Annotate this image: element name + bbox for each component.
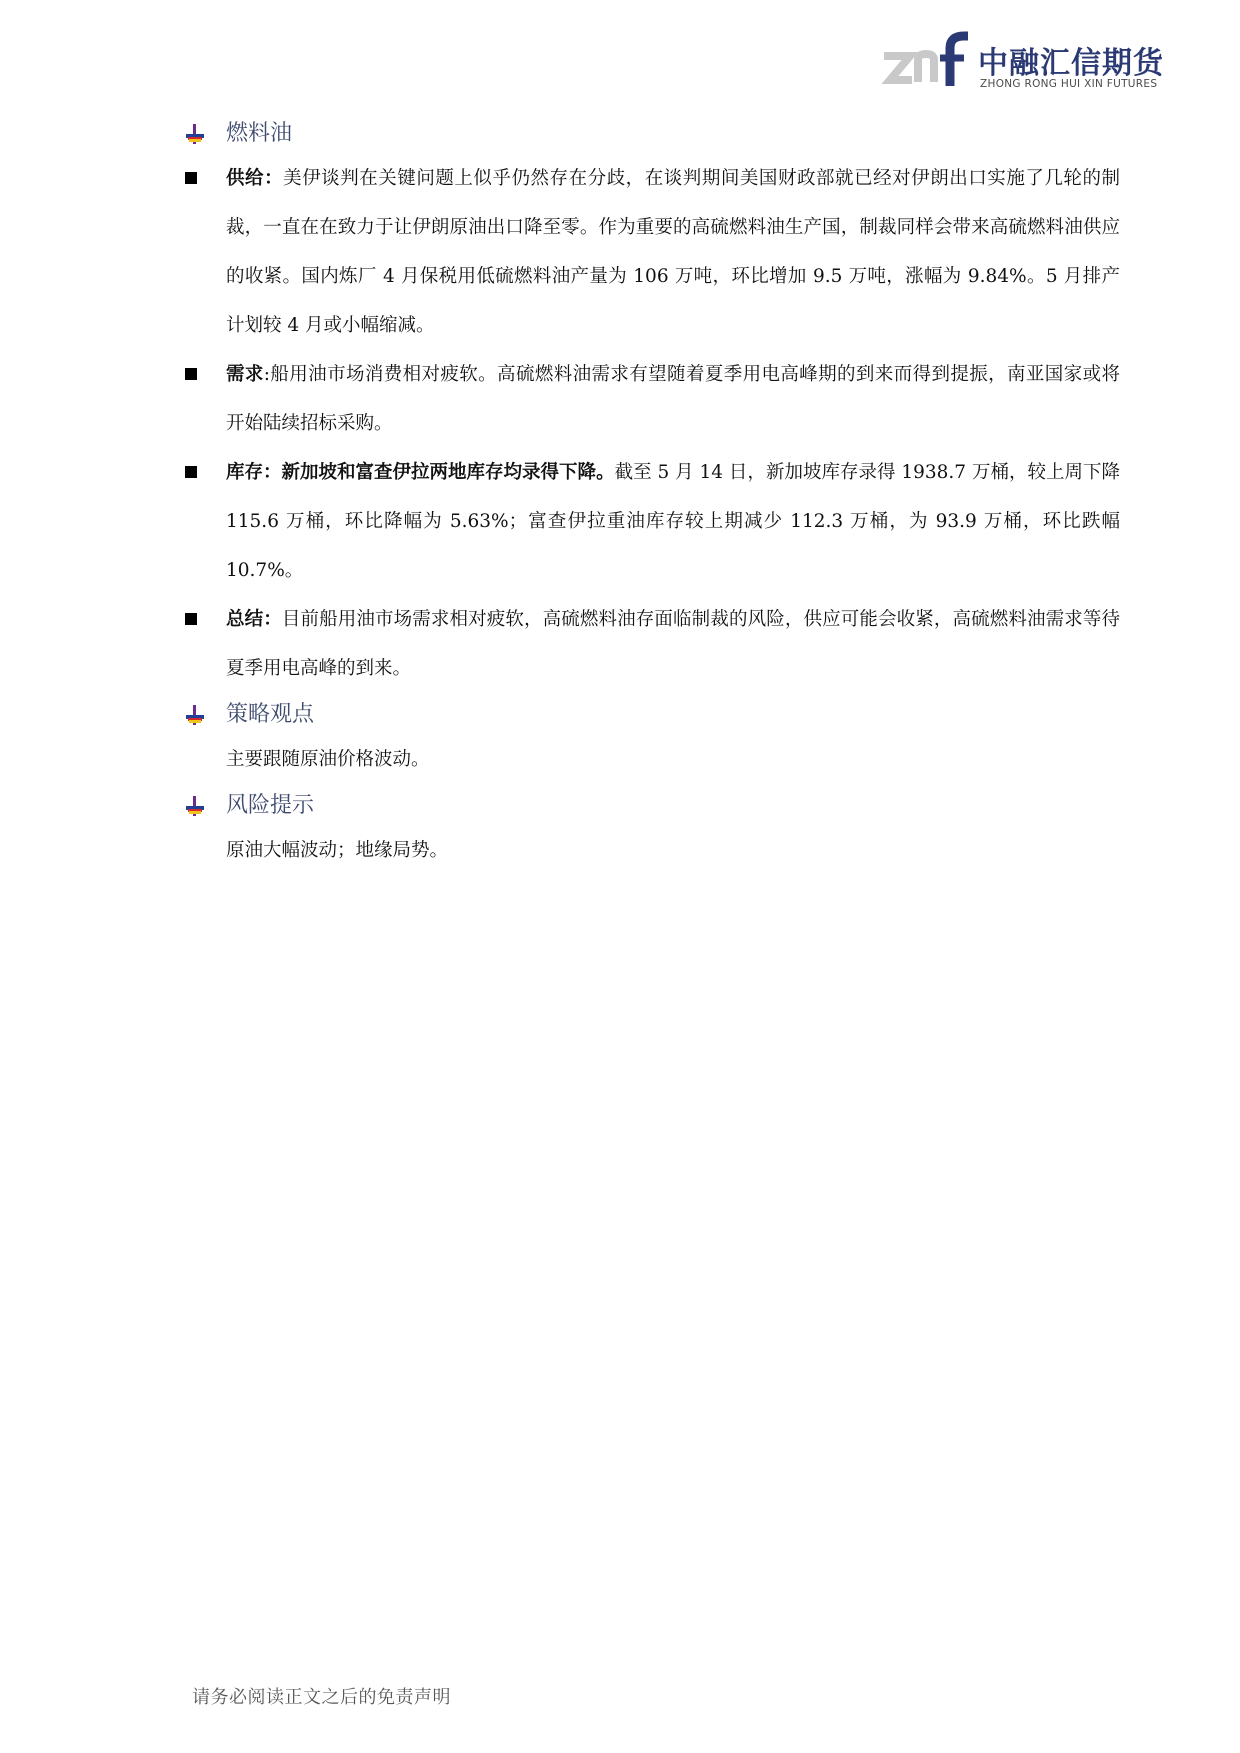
bullet-text: 美伊谈判在关键问题上似乎仍然存在分歧，在谈判期间美国财政部就已经对伊朗出口实施了几轮的制裁，一直在在致力于让伊朗原油出口降至零。作为重要的高硫燃料油生产国，制裁同样会带来高硫燃料油供应的收紧。国内炼厂 4 月保税用低硫燃料油产量为 106 万吨，环比增加 9.5 万吨，涨幅为 9.84%。5 月排产计划较 4 月或小幅缩减。 [226,168,1120,336]
square-bullet-icon [185,613,197,625]
bullet-label: 供给： [226,168,284,189]
bullet-supply [180,154,1120,350]
cross-bullet-icon [186,705,204,725]
section-title: 燃料油 [226,121,293,146]
section-heading-fuel-oil [180,114,1120,154]
cross-bullet-icon [186,124,204,144]
footer-disclaimer: 请务必阅读正文之后的免责声明 [192,1687,451,1708]
section-title: 风险提示 [226,793,315,818]
square-bullet-icon [185,172,197,184]
square-bullet-icon [185,466,197,478]
znf-logo-mark [880,30,970,92]
bullet-text: 截至 5 月 14 日，新加坡库存录得 1938.7 万桶，较上周下降 115.6 万桶，环比降幅为 5.63%；富查伊拉重油库存较上期减少 112.3 万桶，为 93.9 万桶，环比跌幅 10.7%。 [226,462,1120,581]
bullet-text: :船用油市场消费相对疲软。高硫燃料油需求有望随着夏季用电高峰期的到来而得到提振，南亚国家或将开始陆续招标采购。 [226,364,1120,434]
bullet-summary [180,595,1120,693]
bullet-inventory [180,448,1120,595]
bullet-label: 需求 [226,364,264,385]
brand-name-cn: 中融汇信期货 [978,46,1164,81]
company-logo [880,30,1170,92]
section-title: 策略观点 [226,702,315,727]
risk-text: 原油大幅波动；地缘局势。 [226,840,449,861]
bullet-label: 库存：新加坡和富查伊拉两地库存均录得下降。 [226,462,615,483]
square-bullet-icon [185,368,197,380]
report-content [180,112,1120,875]
brand-name-en: ZHONG RONG HUI XIN FUTURES [980,78,1158,90]
cross-bullet-icon [186,796,204,816]
bullet-demand [180,350,1120,448]
section-heading-strategy [180,695,1120,735]
bullet-text: 目前船用油市场需求相对疲软，高硫燃料油存面临制裁的风险，供应可能会收紧，高硫燃料油需求等待夏季用电高峰的到来。 [226,609,1120,679]
bullet-label: 总结： [226,609,282,630]
section-heading-risk [180,786,1120,826]
strategy-text: 主要跟随原油价格波动。 [226,749,430,770]
